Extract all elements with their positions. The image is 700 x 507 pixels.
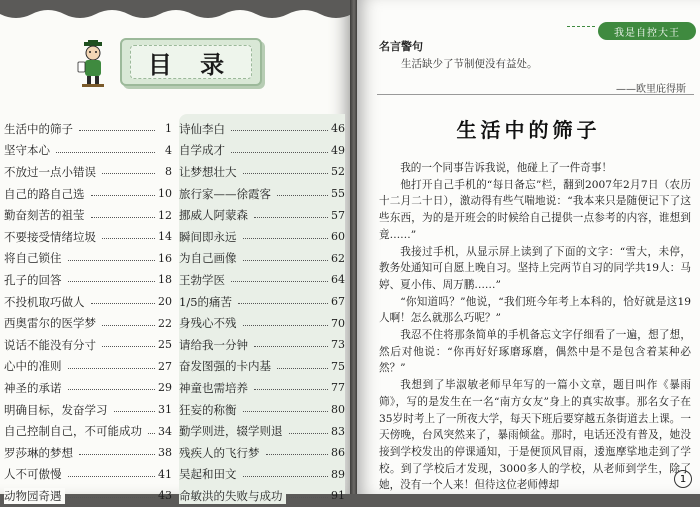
toc-entry-page: 1 <box>165 122 172 136</box>
scholar-mascot-icon <box>76 40 110 88</box>
toc-entry-title: 命敏洪的失败与成功 <box>179 488 286 504</box>
toc-leader-dots <box>277 368 328 369</box>
toc-leader-dots <box>243 238 329 239</box>
toc-entry-title: 明确目标，发奋学习 <box>4 402 111 418</box>
toc-leader-dots <box>56 152 155 153</box>
toc-leader-dots <box>68 260 156 261</box>
toc-leader-dots <box>68 368 156 369</box>
toc-entry[interactable] <box>4 334 172 356</box>
toc-entry-title: 心中的准则 <box>4 358 65 374</box>
toc-entry-page: 22 <box>158 316 172 330</box>
toc-entry-page: 49 <box>331 143 345 157</box>
toc-leader-dots <box>231 281 328 282</box>
toc-leader-dots <box>289 433 329 434</box>
toc-entry-title: 奋发图强的卡内基 <box>179 358 274 374</box>
toc-leader-dots <box>243 476 329 477</box>
toc-entry-title: 将自己锁住 <box>4 250 65 266</box>
article-body <box>379 160 691 494</box>
article-paragraph: 我接过手机，从显示屏上读到了下面的文字：“雪大，未停，教务处通知可自愿上晚自习。坚持上完两节自习的同学共19人：马婷、夏小伟、周万鹏……” <box>379 245 691 291</box>
toc-column-right <box>179 118 345 507</box>
toc-entry[interactable] <box>4 161 172 183</box>
toc-leader-dots <box>79 454 155 455</box>
toc-leader-dots <box>289 497 329 498</box>
toc-leader-dots <box>68 389 156 390</box>
toc-entry[interactable] <box>179 442 345 464</box>
toc-leader-dots <box>231 130 328 131</box>
toc-leader-dots <box>243 325 329 326</box>
toc-entry[interactable] <box>179 464 345 486</box>
toc-entry-title: 狂妄的称衡 <box>179 402 240 418</box>
toc-entry[interactable] <box>4 291 172 313</box>
toc-entry[interactable] <box>179 226 345 248</box>
toc-entry-title: 不投机取巧做人 <box>4 294 88 310</box>
toc-entry[interactable] <box>4 312 172 334</box>
toc-entry-page: 83 <box>331 424 345 438</box>
toc-entry-page: 38 <box>158 446 172 460</box>
toc-entry-title: 自己控制自己，不可能成功 <box>4 423 145 439</box>
toc-entry[interactable] <box>179 356 345 378</box>
toc-entry[interactable] <box>179 334 345 356</box>
toc-entry-title: 西奥雷尔的医学梦 <box>4 315 99 331</box>
toc-entry[interactable] <box>179 118 345 140</box>
toc-entry-page: 10 <box>158 187 172 201</box>
toc-entry-page: 34 <box>158 424 172 438</box>
toc-entry-title: 勤奋刻苦的祖莹 <box>4 207 88 223</box>
toc-entry-page: 75 <box>331 359 345 373</box>
toc-entry[interactable] <box>4 464 172 486</box>
toc-entry-title: 人不可傲慢 <box>4 466 65 482</box>
toc-entry-page: 14 <box>158 230 172 244</box>
decorative-wave-border <box>0 0 352 30</box>
toc-column-right-panel <box>179 114 345 503</box>
toc-entry[interactable] <box>179 140 345 162</box>
toc-leader-dots <box>91 195 156 196</box>
toc-entry[interactable] <box>179 204 345 226</box>
toc-leader-dots <box>68 476 156 477</box>
toc-title: 目 录 <box>147 50 235 79</box>
toc-leader-dots <box>91 303 156 304</box>
toc-entry[interactable] <box>4 226 172 248</box>
toc-entry-page: 16 <box>158 251 172 265</box>
toc-leader-dots <box>243 411 329 412</box>
toc-page <box>0 0 352 503</box>
toc-entry-page: 64 <box>331 273 345 287</box>
toc-entry[interactable] <box>179 161 345 183</box>
toc-leader-dots <box>102 173 155 174</box>
article-paragraph: 我的一个同事告诉我说，他碰上了一件奇事！ <box>400 162 613 174</box>
toc-entry[interactable] <box>4 399 172 421</box>
toc-entry-page: 62 <box>331 251 345 265</box>
toc-leader-dots <box>91 217 156 218</box>
toc-entry-title: 残疾人的飞行梦 <box>179 445 263 461</box>
toc-entry-page: 31 <box>158 403 172 417</box>
toc-leader-dots <box>277 195 328 196</box>
series-tag: 我是自控大王 <box>598 22 696 40</box>
toc-entry-page: 91 <box>331 489 345 503</box>
toc-leader-dots <box>266 454 329 455</box>
toc-entry-title: 孔子的回答 <box>4 272 65 288</box>
page-number: 1 <box>674 470 692 488</box>
toc-entry-title: 诗仙李白 <box>179 121 228 137</box>
toc-entry[interactable] <box>4 356 172 378</box>
article-paragraph: 我想到了毕淑敏老师早年写的一篇小文章，题目叫作《暴雨筛》，写的是发生在一名“南方女友”身上的真实故事。那名女子在35岁时考上了一所夜大学，每天下班后要穿越五条街道去上课。一天傍晚，台风突然来了，暴雨倾盆。那时，电话还没有普及，她没接到学校发出的停课通知，于是便顶风冒雨，逶迤摩挲地走到了学校。到了学校后才发现，3000多人的学校，从老师到学生，除了她，没有一个人来！但待这位老师傅却 <box>379 379 691 492</box>
toc-entry[interactable] <box>4 183 172 205</box>
toc-entry-page: 60 <box>331 230 345 244</box>
toc-entry-page: 80 <box>331 403 345 417</box>
toc-entry[interactable] <box>179 291 345 313</box>
toc-entry-page: 86 <box>331 446 345 460</box>
toc-entry-page: 57 <box>331 208 345 222</box>
toc-entry-title: 挪威人阿蒙森 <box>179 207 251 223</box>
toc-entry-page: 25 <box>158 338 172 352</box>
toc-entry-title: 神圣的承诺 <box>4 380 65 396</box>
toc-leader-dots <box>68 497 156 498</box>
toc-entry[interactable] <box>4 442 172 464</box>
toc-entry[interactable] <box>179 183 345 205</box>
toc-entry-page: 20 <box>158 295 172 309</box>
toc-entry-page: 4 <box>165 143 172 157</box>
toc-entry[interactable] <box>4 420 172 442</box>
article-title: 生活中的筛子 <box>456 118 601 142</box>
toc-column-left <box>4 118 172 507</box>
toc-entry-page: 41 <box>158 467 172 481</box>
toc-entry-title: 说话不能没有分寸 <box>4 337 99 353</box>
toc-entry-title: 不放过一点小错误 <box>4 164 99 180</box>
toc-entry-page: 8 <box>165 165 172 179</box>
toc-entry-title: 身残心不残 <box>179 315 240 331</box>
toc-entry-title: 坚守本心 <box>4 142 53 158</box>
toc-title-box <box>120 38 262 86</box>
toc-entry-title: 动物园奇遇 <box>4 488 65 504</box>
toc-entry-page: 70 <box>331 316 345 330</box>
toc-entry[interactable] <box>4 140 172 162</box>
toc-entry-page: 67 <box>331 295 345 309</box>
quote-label: 名言警句 <box>379 40 423 53</box>
toc-leader-dots <box>243 260 329 261</box>
toc-entry[interactable] <box>4 269 172 291</box>
toc-entry[interactable] <box>179 269 345 291</box>
toc-entry-page: 43 <box>158 489 172 503</box>
toc-entry[interactable] <box>179 248 345 270</box>
toc-leader-dots <box>254 217 328 218</box>
toc-entry-title: 瞬间即永远 <box>179 229 240 245</box>
toc-entry[interactable] <box>179 312 345 334</box>
toc-leader-dots <box>231 152 328 153</box>
article-page <box>357 0 700 494</box>
toc-leader-dots <box>254 346 328 347</box>
toc-entry-page: 29 <box>158 381 172 395</box>
quote-author: ——欧里庇得斯 <box>616 84 686 95</box>
toc-entry[interactable] <box>179 485 345 507</box>
toc-entry-title: 1/5的痛苦 <box>179 294 235 310</box>
toc-entry-title: 自学成才 <box>179 142 228 158</box>
article-paragraph: 我忍不住将那条简单的手机备忘文字仔细看了一遍，想了想，然后对他说：“你再好好琢磨琢磨，偶然中是不是包含着某种必然？” <box>379 329 691 375</box>
toc-entry-title: 吴起和田文 <box>179 466 240 482</box>
toc-entry-title: 不要接受情绪垃圾 <box>4 229 99 245</box>
toc-entry-page: 73 <box>331 338 345 352</box>
toc-leader-dots <box>68 281 156 282</box>
toc-entry[interactable] <box>179 420 345 442</box>
article-paragraph: 他打开自己手机的“每日备忘”栏，翻到2007年2月7日（农历十二月二十日），激动得有些气喘地说：“我本来只是随便记下了这些东西，为的是开班会的时候给自己提供一点参考的内容，谁想到竟……” <box>379 178 691 241</box>
toc-leader-dots <box>102 346 155 347</box>
toc-entry-title: 神童也需培养 <box>179 380 251 396</box>
divider <box>377 94 694 95</box>
toc-entry-page: 89 <box>331 467 345 481</box>
toc-entry[interactable] <box>4 118 172 140</box>
toc-entry-page: 77 <box>331 381 345 395</box>
toc-entry-page: 12 <box>158 208 172 222</box>
toc-entry-title: 让梦想壮大 <box>179 164 240 180</box>
toc-entry-title: 王勃学医 <box>179 272 228 288</box>
article-paragraph: “你知道吗？”他说，“我们班今年考上本科的，恰好就是这19人啊！怎么就那么巧呢？” <box>379 295 691 325</box>
toc-leader-dots <box>243 173 329 174</box>
toc-entry-title: 罗莎琳的梦想 <box>4 445 76 461</box>
decorative-dashed-line <box>567 26 595 27</box>
toc-leader-dots <box>102 238 155 239</box>
toc-entry-title: 为自己画像 <box>179 250 240 266</box>
toc-entry-page: 27 <box>158 359 172 373</box>
toc-entry-page: 55 <box>331 187 345 201</box>
toc-entry[interactable] <box>4 204 172 226</box>
toc-entry-title: 生活中的筛子 <box>4 121 76 137</box>
toc-entry-title: 勤学则进，辍学则退 <box>179 423 286 439</box>
toc-entry[interactable] <box>4 485 172 507</box>
toc-leader-dots <box>238 303 328 304</box>
quote-text: 生活缺少了节制便没有益处。 <box>401 58 538 70</box>
toc-entry-page: 46 <box>331 122 345 136</box>
toc-entry-page: 18 <box>158 273 172 287</box>
toc-leader-dots <box>148 433 155 434</box>
toc-entry-title: 旅行家——徐霞客 <box>179 186 274 202</box>
toc-leader-dots <box>79 130 155 131</box>
toc-entry-title: 自己的路自己选 <box>4 186 88 202</box>
toc-leader-dots <box>102 325 155 326</box>
toc-entry-title: 请给我一分钟 <box>179 337 251 353</box>
toc-entry-page: 52 <box>331 165 345 179</box>
toc-entry[interactable] <box>4 248 172 270</box>
toc-leader-dots <box>114 411 156 412</box>
toc-leader-dots <box>254 389 328 390</box>
toc-entry[interactable] <box>4 377 172 399</box>
toc-entry[interactable] <box>179 377 345 399</box>
toc-entry[interactable] <box>179 399 345 421</box>
